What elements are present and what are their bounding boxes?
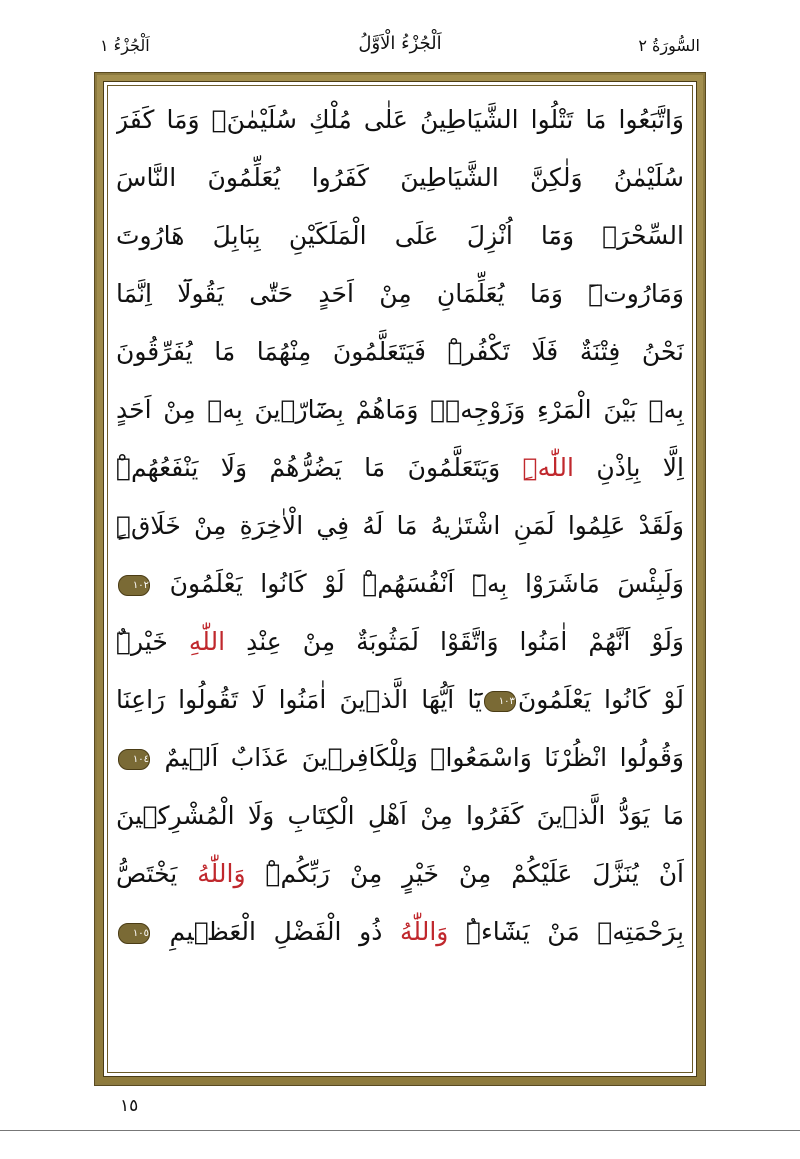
verse-text: يَٓا اَيُّهَا الَّذ۪ينَ اٰمَنُوا لَا تَقُولُوا رَاعِنَا <box>116 685 482 714</box>
quran-text <box>116 92 684 1058</box>
verse-text: سُلَيْمٰنُ وَلٰكِنَّ الشَّيَاطِينَ كَفَرُوا يُعَلِّمُونَ النَّاسَ <box>116 163 684 192</box>
text-line-2 <box>116 150 684 206</box>
verse-text: لَوْ كَانُوا يَعْلَمُونَ <box>517 685 684 714</box>
verse-text: وَقُولُوا انْظُرْنَا وَاسْمَعُواۜ وَلِلْكَافِر۪ينَ عَذَابٌ اَل۪يمٌ <box>164 743 684 772</box>
verse-text: يَخْتَصُّ <box>116 859 178 888</box>
text-line-9 <box>116 556 684 612</box>
juz-label: اَلْجُزْءُ ١ <box>100 36 150 55</box>
verse-text: بِرَحْمَتِهٖ مَنْ يَشَٓاءُۜ <box>466 917 684 946</box>
juz-title: اَلْجُزْءُ الْاَوَّلُ <box>358 33 442 54</box>
divine-name: اللّٰهِ <box>188 627 226 656</box>
verse-text: بِهٖ بَيْنَ الْمَرْءِ وَزَوْجِهٖۜ وَمَاهُمْ بِضَٓارّ۪ينَ بِهٖ مِنْ اَحَدٍ <box>116 395 684 424</box>
text-line-11 <box>116 672 684 728</box>
divine-name: وَاللّٰهُ <box>400 917 449 946</box>
verse-text: مَا يَوَدُّ الَّذ۪ينَ كَفَرُوا مِنْ اَهْلِ الْكِتَابِ وَلَا الْمُشْرِك۪ينَ <box>116 801 684 830</box>
verse-text: وَلَقَدْ عَلِمُوا لَمَنِ اشْتَرٰيهُ مَا لَهُ فِي الْاٰخِرَةِ مِنْ خَلَاقٍۜ <box>116 511 684 540</box>
text-line-3 <box>116 208 684 264</box>
ayah-number-marker: ١٠٣ <box>484 691 516 712</box>
verse-text: وَمَارُوتَۜ وَمَا يُعَلِّمَانِ مِنْ اَحَدٍ حَتّٰى يَقُولَٓا اِنَّمَا <box>116 279 684 308</box>
text-line-10 <box>116 614 684 670</box>
verse-text: ذُو الْفَضْلِ الْعَظ۪يمِ <box>169 917 383 946</box>
ayah-number-marker: ١٠٥ <box>118 923 150 944</box>
surah-label: السُّورَةُ ٢ <box>638 36 700 55</box>
verse-text: وَلَوْ اَنَّهُمْ اٰمَنُوا وَاتَّقَوْا لَمَثُوبَةٌ مِنْ عِنْدِ <box>246 627 684 656</box>
text-line-15 <box>116 904 684 960</box>
ayah-number-marker: ١٠٤ <box>118 749 150 770</box>
text-line-4 <box>116 266 684 322</box>
text-line-6 <box>116 382 684 438</box>
verse-text: اِلَّا بِاِذْنِ <box>596 453 684 482</box>
text-line-5 <box>116 324 684 380</box>
verse-text: وَلَبِئْسَ مَاشَرَوْا بِهٖٓ اَنْفُسَهُمْۜ لَوْ كَانُوا يَعْلَمُونَ <box>169 569 684 598</box>
text-line-12 <box>116 730 684 786</box>
page-header <box>100 30 700 64</box>
verse-text: خَيْرٌۜ <box>116 627 168 656</box>
verse-text: السِّحْرَۗ وَمَٓا اُنْزِلَ عَلَى الْمَلَكَيْنِ بِبَابِلَ هَارُوتَ <box>116 221 684 250</box>
ayah-number-marker: ١٠٢ <box>118 575 150 596</box>
bottom-divider <box>0 1130 800 1131</box>
text-line-8 <box>116 498 684 554</box>
verse-text: نَحْنُ فِتْنَةٌ فَلَا تَكْفُرْۜ فَيَتَعَلَّمُونَ مِنْهُمَا مَا يُفَرِّقُونَ <box>116 337 684 366</box>
page-number: ١٥ <box>120 1096 139 1116</box>
text-line-7 <box>116 440 684 496</box>
divine-name: وَاللّٰهُ <box>197 859 246 888</box>
text-line-1 <box>116 92 684 148</box>
divine-name: اللّٰهِۜ <box>522 453 574 482</box>
verse-text: اَنْ يُنَزَّلَ عَلَيْكُمْ مِنْ خَيْرٍ مِنْ رَبِّكُمْۜ <box>265 859 684 888</box>
verse-text: وَيَتَعَلَّمُونَ مَا يَضُرُّهُمْ وَلَا يَنْفَعُهُمْۜ <box>116 453 501 482</box>
text-line-13 <box>116 788 684 844</box>
verse-text: وَاتَّبَعُوا مَا تَتْلُوا الشَّيَاطِينُ عَلٰى مُلْكِ سُلَيْمٰنَۚ وَمَا كَفَرَ <box>116 105 684 134</box>
text-line-14 <box>116 846 684 902</box>
